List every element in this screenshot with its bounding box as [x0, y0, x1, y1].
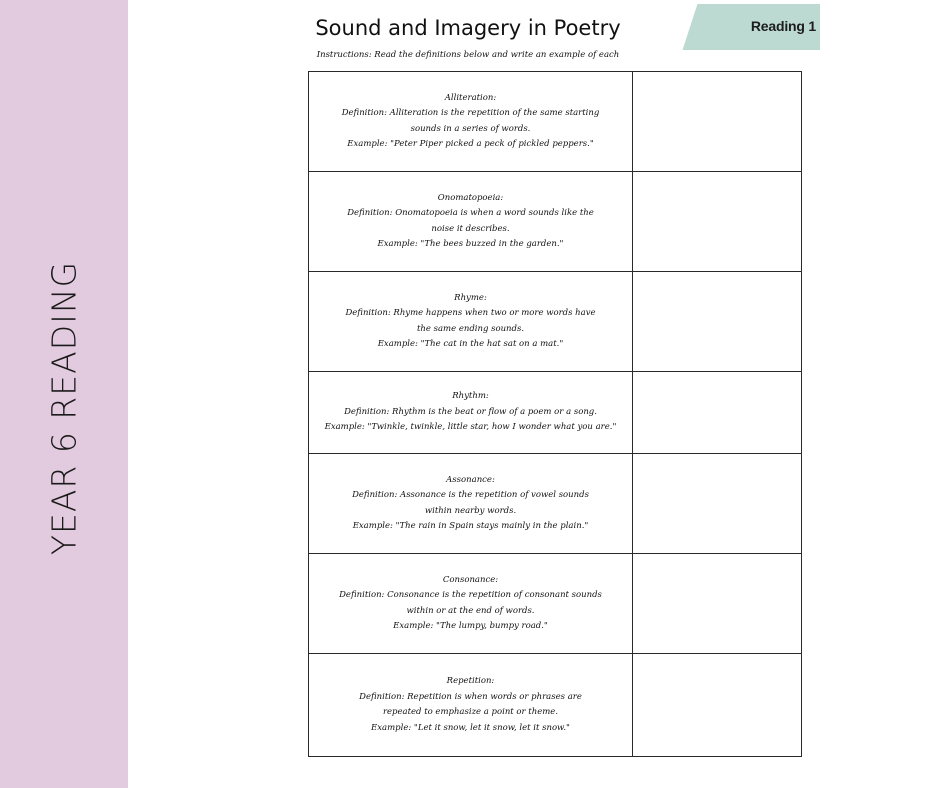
term-name: Alliteration:: [444, 92, 497, 103]
table-row: [309, 272, 802, 372]
term-example: Example: "The bees buzzed in the garden.": [377, 239, 564, 249]
table-row: [309, 372, 802, 454]
term-name: Rhyme:: [454, 292, 487, 303]
term-definition-line: Definition: Assonance is the repetition of vowel sounds: [352, 490, 589, 500]
sidebar-title: YEAR 6 READING: [44, 260, 84, 556]
table-row: [309, 72, 802, 172]
term-definition-line: Definition: Rhyme happens when two or more words have: [345, 308, 596, 318]
term-example: Example: "Peter Piper picked a peck of pickled peppers.": [347, 139, 594, 149]
term-definition-line: Definition: Rhythm is the beat or flow of a poem or a song.: [344, 406, 597, 417]
table-row: [309, 454, 802, 554]
definition-cell: [309, 654, 633, 757]
term-definition-line: within nearby words.: [424, 505, 517, 516]
term-definition-line: Definition: Alliteration is the repetition of the same starting: [341, 108, 600, 118]
term-definition-line: sounds in a series of words.: [410, 123, 531, 134]
term-definition-line: within or at the end of words.: [406, 605, 535, 616]
definition-cell: [309, 272, 633, 372]
term-name: Rhythm:: [452, 391, 489, 402]
worksheet-title: Sound and Imagery in Poetry: [315, 16, 621, 40]
terms-table: [308, 71, 802, 757]
term-example: Example: "The cat in the hat sat on a mat.": [377, 339, 564, 349]
term-definition-line: repeated to emphasize a point or theme.: [382, 707, 559, 717]
table-row: [309, 172, 802, 272]
term-name: Onomatopoeia:: [437, 192, 504, 203]
worksheet: [128, 0, 940, 788]
answer-cell[interactable]: [633, 372, 802, 454]
instructions-text: Instructions: Read the definitions below and write an example of each: [316, 50, 620, 60]
definition-cell: [309, 454, 633, 554]
term-definition-line: Definition: Consonance is the repetition of consonant sounds: [339, 590, 602, 600]
answer-cell[interactable]: [633, 72, 802, 172]
term-example: Example: "Let it snow, let it snow, let it snow.": [371, 722, 570, 733]
answer-cell[interactable]: [633, 172, 802, 272]
term-name: Assonance:: [446, 474, 495, 485]
answer-cell[interactable]: [633, 272, 802, 372]
term-definition-line: Definition: Repetition is when words or phrases are: [359, 691, 582, 702]
definition-cell: [309, 554, 633, 654]
answer-cell[interactable]: [633, 654, 802, 757]
answer-cell[interactable]: [633, 454, 802, 554]
term-definition-line: the same ending sounds.: [416, 323, 525, 334]
definition-cell: [309, 172, 633, 272]
answer-cell[interactable]: [633, 554, 802, 654]
term-definition-line: noise it describes.: [431, 223, 510, 234]
sidebar-panel: [0, 0, 128, 788]
term-name: Consonance:: [442, 574, 499, 585]
term-example: Example: "The rain in Spain stays mainly in the plain.": [352, 521, 589, 531]
definition-cell: [309, 72, 633, 172]
table-row: [309, 654, 802, 757]
reading-badge-label: Reading 1: [750, 18, 816, 34]
definition-cell: [309, 372, 633, 454]
term-name: Repetition:: [446, 676, 495, 686]
term-definition-line: Definition: Onomatopoeia is when a word sounds like the: [347, 208, 594, 218]
term-example: Example: "The lumpy, bumpy road.": [393, 621, 548, 631]
term-example: Example: "Twinkle, twinkle, little star, how I wonder what you are.": [324, 422, 617, 433]
table-row: [309, 554, 802, 654]
